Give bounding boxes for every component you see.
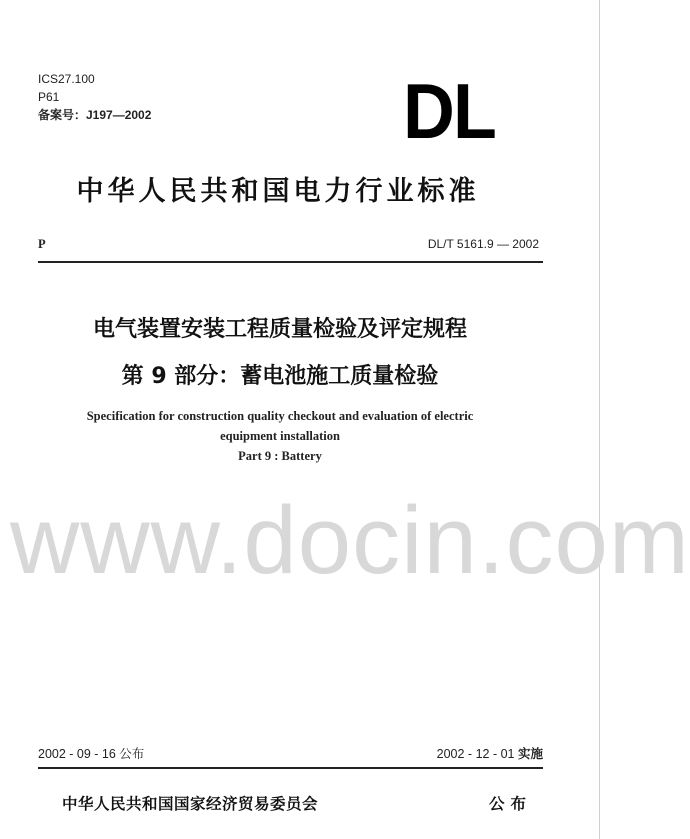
publish-label: 公布: [488, 795, 532, 813]
issue-date: 2002 - 09 - 16 公布: [38, 747, 145, 761]
bottom-divider: [38, 767, 543, 769]
english-title-line-1: Specification for construction quality checkout and evaluation of electric: [86, 409, 474, 423]
implementation-date-group: [437, 744, 543, 762]
implementation-date: 2002 - 12 - 01: [436, 747, 515, 761]
document-title-cn: 电气装置安装工程质量检验及评定规程: [92, 317, 467, 342]
issuer-row: [62, 792, 532, 814]
dates-row: [38, 744, 543, 762]
implementation-label: 实施: [517, 747, 543, 761]
category-letter: P: [38, 237, 46, 251]
top-divider: [38, 261, 543, 263]
classification-block: [38, 70, 151, 124]
part-title-cn: 第 9 部分：蓄电池施工质量检验: [121, 364, 439, 389]
dl-logo: DL: [403, 67, 495, 155]
watermark: www.docin.com: [10, 487, 690, 594]
ics-code: ICS27.100: [38, 72, 95, 86]
standard-number-row: [38, 237, 543, 255]
standard-number: DL/T 5161.9 — 2002: [427, 237, 539, 251]
english-title-block: [10, 406, 550, 466]
standard-title: 中华人民共和国电力行业标准: [76, 176, 480, 207]
issuing-authority: 中华人民共和国国家经济贸易委员会: [62, 795, 319, 813]
category-code: P61: [38, 90, 60, 104]
record-number: 备案号：J197—2002: [38, 108, 152, 122]
english-title-line-2: equipment installation: [220, 429, 340, 443]
english-part-title: Part 9 : Battery: [238, 449, 322, 463]
